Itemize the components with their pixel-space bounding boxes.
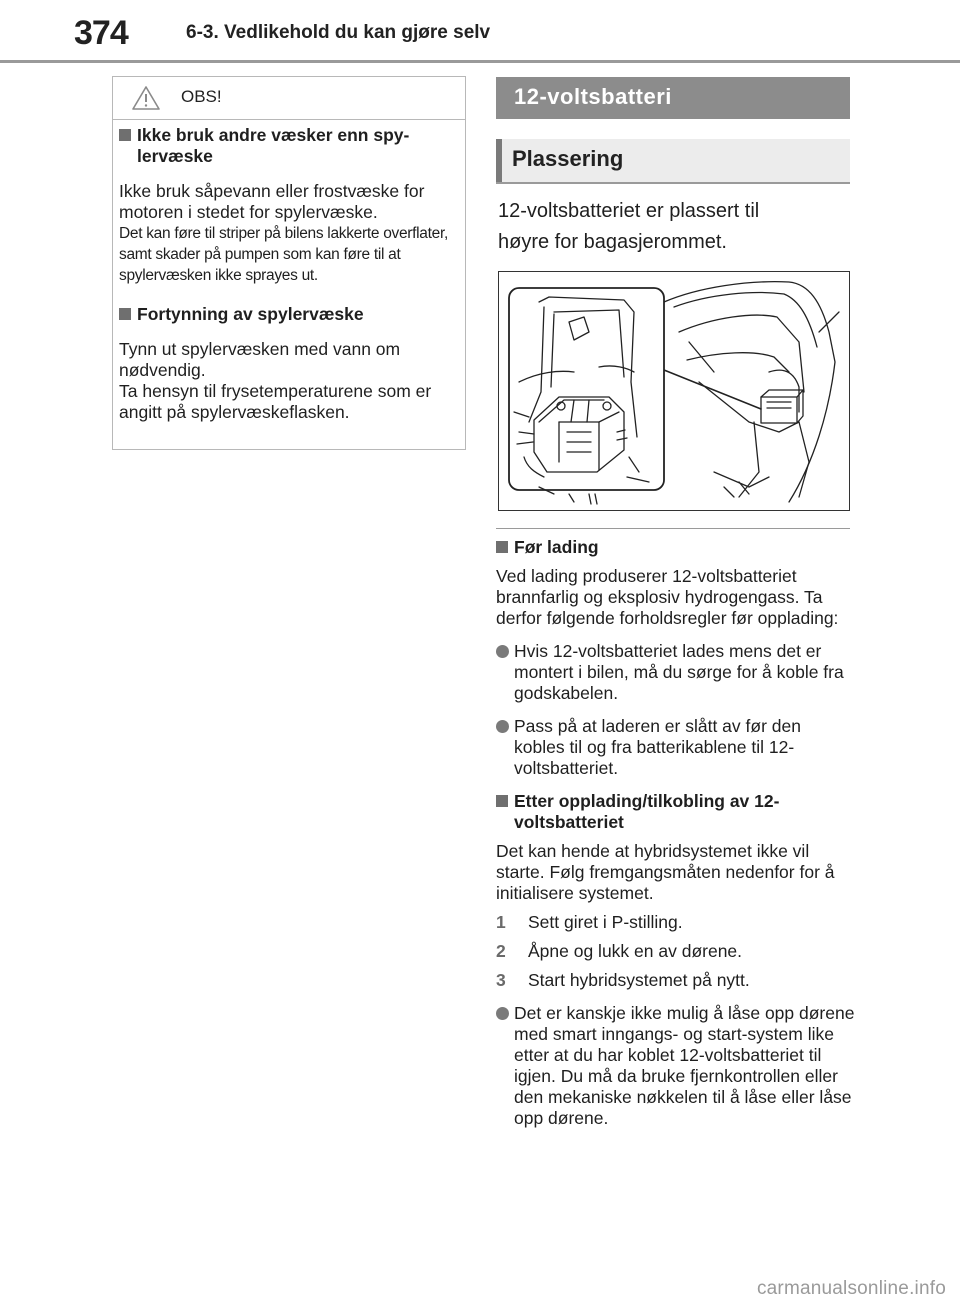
banner-title: 12-voltsbatteri (514, 84, 672, 109)
square-bullet-icon (496, 795, 508, 807)
battery-instructions (496, 537, 856, 1141)
warning-paragraph: Ta hensyn til frysetemperaturene som er angitt på spylervæskeflasken. (119, 381, 432, 422)
section-paragraph: Ved lading produserer 12-voltsbatteriet brannfarlig og eksplosiv hydrogengass. Ta derfor følgende forholdsregler før opplading: (496, 566, 839, 628)
bullet-item: Det er kanskje ikke mulig å låse opp dørene med smart inngangs- og start-system like etter at du har koblet 12-voltsbatteriet til igjen. Du må da bruke fjernkontrollen eller den mekaniske nøkkelen til å låse eller låse opp dørene. (496, 1003, 856, 1129)
bullet-item: Pass på at laderen er slått av før den kobles til og fra batterikablene til 12-voltsbatteriet. (496, 716, 856, 779)
section-paragraph: Det kan hende at hybridsystemet ikke vil starte. Følg fremgangsmåten nedenfor for å initialisere systemet. (496, 841, 835, 903)
step-number: 2 (496, 941, 506, 961)
subheading-accent (496, 139, 502, 182)
header-divider (0, 60, 960, 63)
battery-location-illustration (498, 271, 850, 511)
square-bullet-icon (119, 308, 131, 320)
warning-box-header (113, 77, 465, 120)
section-heading-after-charging: Etter opplading/tilkobling av 12-voltsbatteriet (496, 791, 856, 833)
warning-box (112, 76, 466, 450)
section-title: 6-3. Vedlikehold du kan gjøre selv (186, 22, 491, 43)
chapter-banner (496, 77, 850, 119)
warning-paragraph: Tynn ut spylervæsken med vann om nødvendig. (119, 339, 401, 380)
watermark: carmanualsonline.info (756, 1278, 946, 1299)
subheading-box (496, 139, 850, 184)
step-item: 1 Sett giret i P-stilling. (496, 912, 683, 932)
step-item: 2 Åpne og lukk en av dørene. (496, 941, 743, 961)
section-heading-charging: Før lading (496, 537, 856, 558)
subheading-title: Plassering (512, 146, 624, 171)
step-item: 3 Start hybridsystemet på nytt. (496, 970, 750, 990)
figure-divider (496, 528, 850, 529)
warning-content (119, 125, 455, 437)
step-number: 3 (496, 970, 506, 990)
intro-text: 12-voltsbatteriet er plassert til høyre for bagasjerommet. (498, 200, 760, 253)
bullet-item: Hvis 12-voltsbatteriet lades mens det er montert i bilen, må du sørge for å koble fra godskabelen. (496, 641, 856, 704)
warning-label: OBS! (181, 87, 222, 106)
step-number: 1 (496, 912, 506, 932)
round-bullet-icon (496, 720, 509, 733)
warning-heading-1: Ikke bruk andre væsker enn spy-lervæske (119, 125, 455, 167)
page-number: 374 (74, 14, 128, 52)
car-trunk-drawing (499, 272, 849, 510)
warning-paragraph: Det kan føre til striper på bilens lakkerte overflater, samt skader på pumpen som kan føre til at spylervæsken ikke sprayes ut. (119, 225, 448, 284)
square-bullet-icon (119, 129, 131, 141)
warning-paragraph: Ikke bruk såpevann eller frostvæske for motoren i stedet for spylervæske. (119, 181, 425, 222)
round-bullet-icon (496, 1007, 509, 1020)
warning-triangle-icon (131, 85, 161, 111)
square-bullet-icon (496, 541, 508, 553)
warning-heading-2: Fortynning av spylervæske (119, 304, 455, 325)
round-bullet-icon (496, 645, 509, 658)
